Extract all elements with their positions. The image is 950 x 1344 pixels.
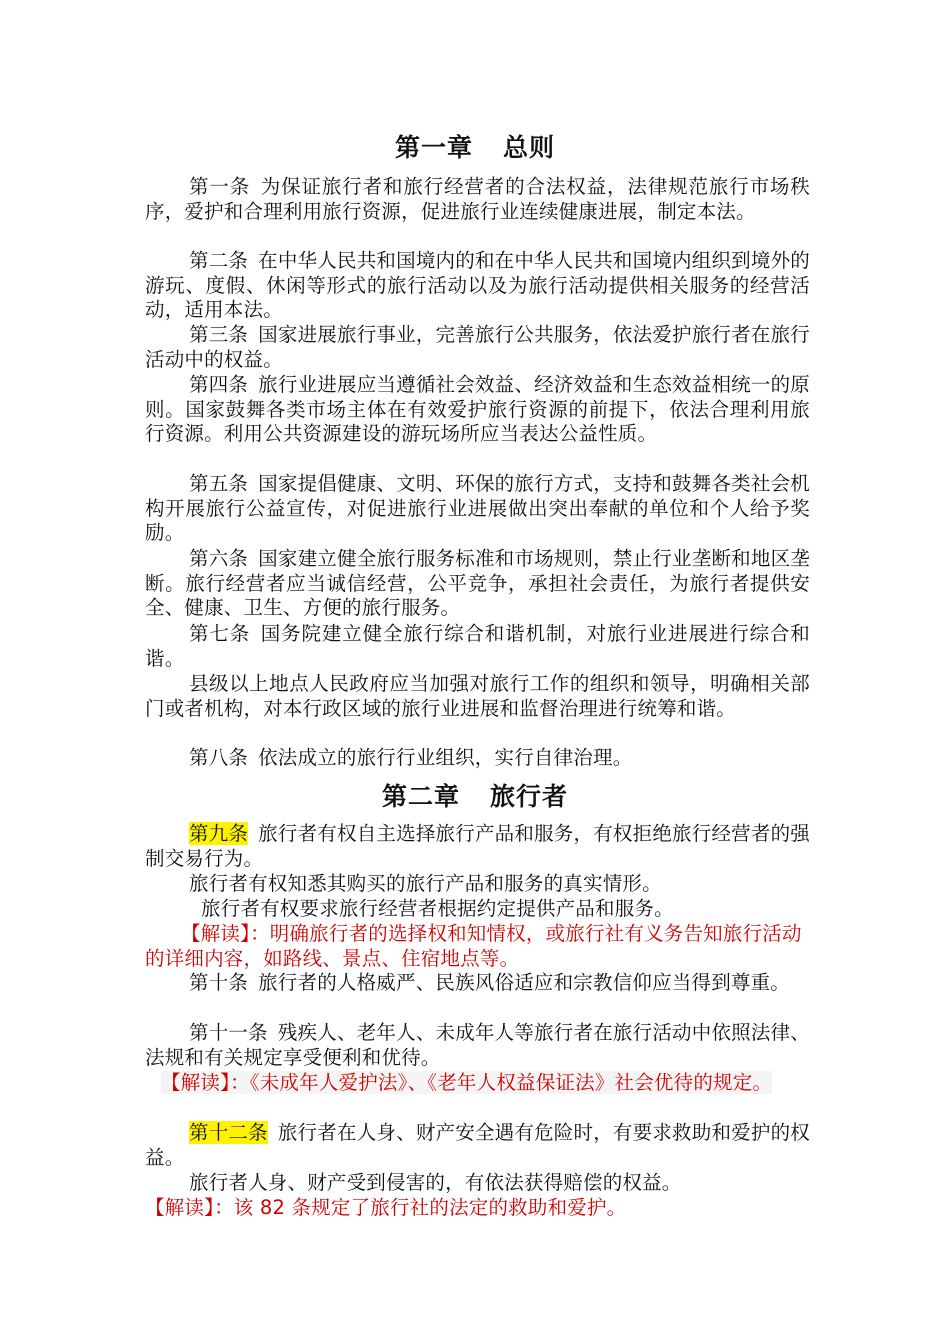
article-text: 旅行者在人身、财产安全遇有危险时，有要求救助和爱护的权益。: [145, 1121, 810, 1169]
article-10: [145, 971, 810, 996]
article-1: [145, 175, 810, 224]
article-7: [145, 622, 810, 671]
article-text: 残疾人、老年人、未成年人等旅行者在旅行活动中依照法律、法规和有关规定享受便利和优待。: [145, 1021, 810, 1069]
annotation-text: ：该 82 条规定了旅行社的法定的救助和爱护。: [214, 1196, 627, 1219]
chapter-1-name: 总则: [503, 133, 556, 162]
article-text: 旅行者有权自主选择旅行产品和服务，有权拒绝旅行经营者的强制交易行为。: [145, 822, 810, 870]
article-label: 第三条: [189, 323, 249, 346]
article-text: 在中华人民共和国境内的和在中华人民共和国境内组织到境外的游玩、度假、休闲等形式的旅行活动以及为旅行活动提供相关服务的经营活动，适用本法。: [145, 249, 810, 322]
article-text: 旅行业进展应当遵循社会效益、经济效益和生态效益相统一的原则。国家鼓舞各类市场主体在有效爱护旅行资源的前提下，依法合理利用旅行资源。利用公共资源建设的游玩场所应当表达公益性质。: [145, 373, 810, 446]
article-label: 第一条: [189, 175, 251, 198]
article-label: 第五条: [189, 472, 249, 495]
annotation-text: ：《未成年人爱护法》、《老年人权益保证法》社会优待的规定。: [230, 1071, 773, 1094]
article-3: [145, 323, 810, 372]
chapter-1-number: 第一章: [394, 133, 473, 162]
article-label: 第十一条: [189, 1021, 268, 1044]
article-4: [145, 373, 810, 447]
article-text: 国务院建立健全旅行综合和谐机制，对旅行业进展进行综合和谐。: [145, 622, 810, 670]
article-label-highlighted: 第九条: [189, 822, 249, 845]
article-label: 第七条: [189, 622, 251, 645]
article-9-paragraph-3: 旅行者有权要求旅行经营者根据约定提供产品和服务。: [201, 897, 674, 920]
article-text: 为保证旅行者和旅行经营者的合法权益，法律规范旅行市场秩序，爱护和合理利用旅行资源，促进旅行业连续健康进展，制定本法。: [145, 175, 810, 223]
annotation-tag: 【解读】: [161, 1071, 231, 1094]
chapter-1-title: [0, 133, 950, 163]
article-5: [145, 472, 810, 546]
article-label-highlighted: 第十二条: [189, 1121, 268, 1144]
article-text: 旅行者的人格威严、民族风俗适应和宗教信仰应当得到尊重。: [258, 971, 791, 994]
chapter-2-name: 旅行者: [490, 782, 569, 811]
article-7-paragraph-2: 县级以上地点人民政府应当加强对旅行工作的组织和领导，明确相关部门或者机构，对本行政区域的旅行业进展和监督治理进行统筹和谐。: [145, 672, 810, 720]
article-12-paragraph-2: 旅行者人身、财产受到侵害的，有依法获得赔偿的权益。: [189, 1171, 682, 1194]
annotation-article-9: [145, 922, 810, 971]
article-label: 第二条: [189, 249, 249, 272]
annotation-text: ：明确旅行者的选择权和知情权，或旅行社有义务告知旅行活动的详细内容，如路线、景点、住宿地点等。: [145, 922, 802, 970]
annotation-article-11: [145, 1071, 810, 1096]
article-text: 依法成立的旅行行业组织，实行自律治理。: [258, 746, 633, 769]
article-label: 第四条: [189, 373, 249, 396]
annotation-article-12: [145, 1196, 810, 1221]
article-text: 国家提倡健康、文明、环保的旅行方式，支持和鼓舞各类社会机构开展旅行公益宣传，对促进旅行业进展做出突出奉献的单位和个人给予奖励。: [145, 472, 810, 545]
article-label: 第八条: [189, 746, 249, 769]
annotation-tag: 【解读】: [181, 922, 251, 945]
article-12: [145, 1121, 810, 1170]
article-6: [145, 547, 810, 621]
article-text: 国家进展旅行事业，完善旅行公共服务，依法爱护旅行者在旅行活动中的权益。: [145, 323, 810, 371]
chapter-2-number: 第二章: [381, 782, 460, 811]
article-text: 国家建立健全旅行服务标准和市场规则，禁止行业垄断和地区垄断。旅行经营者应当诚信经营，公平竞争，承担社会责任，为旅行者提供安全、健康、卫生、方便的旅行服务。: [145, 547, 810, 620]
article-9-paragraph-2: 旅行者有权知悉其购买的旅行产品和服务的真实情形。: [189, 872, 662, 895]
article-label: 第六条: [189, 547, 249, 570]
article-label: 第十条: [189, 971, 249, 994]
article-9: [145, 822, 810, 871]
chapter-2-title: [0, 782, 950, 812]
article-8: [145, 746, 810, 771]
article-11: [145, 1021, 810, 1070]
article-2: [145, 249, 810, 323]
annotation-tag: 【解读】: [145, 1196, 215, 1219]
